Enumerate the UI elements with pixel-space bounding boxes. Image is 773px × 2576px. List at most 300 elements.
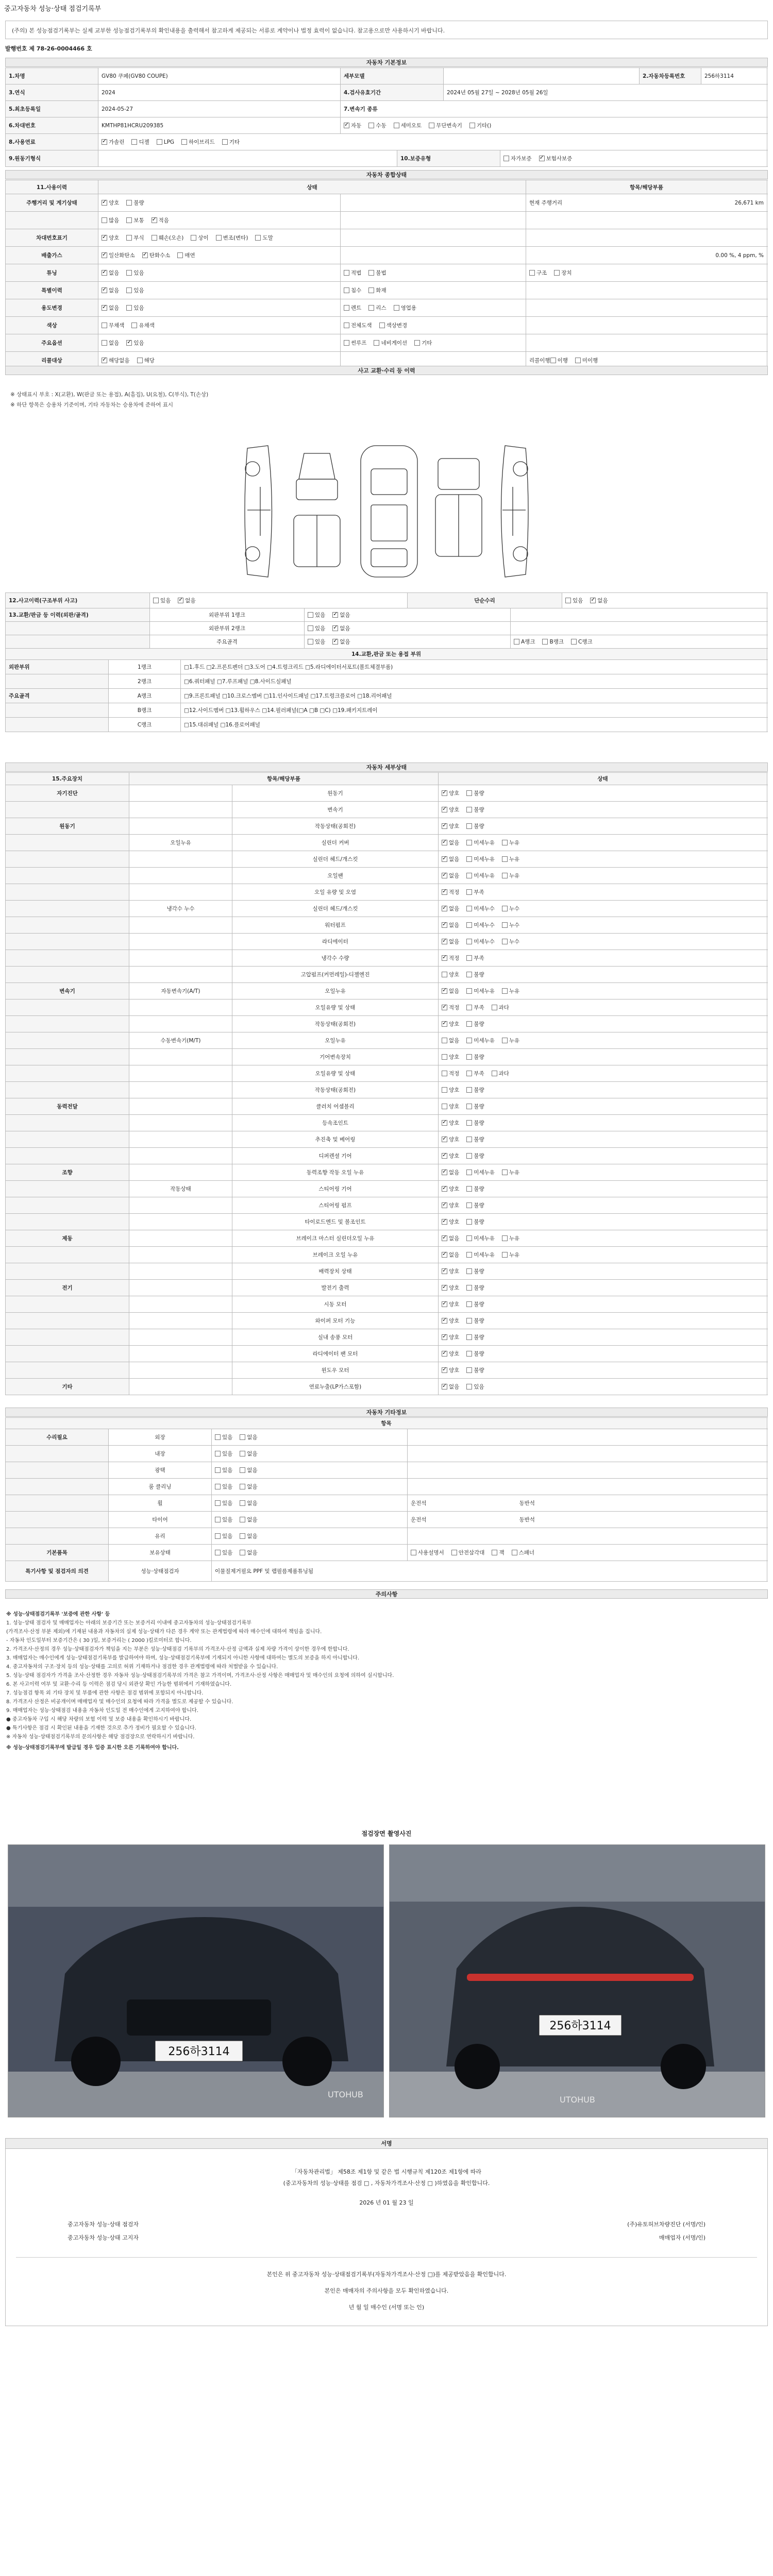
detail-option-label: 양호 <box>449 972 460 978</box>
fuel-option[interactable] <box>102 138 124 146</box>
detail-option-label: 불량 <box>474 1268 484 1275</box>
general-option[interactable] <box>414 339 432 347</box>
basic-info-table <box>5 67 768 167</box>
detail-option[interactable] <box>466 1037 495 1044</box>
general-option-label: 이행 <box>557 358 568 364</box>
general-extra-value: 26,671 km <box>734 199 764 206</box>
checkbox-icon <box>368 270 374 276</box>
detail-option[interactable] <box>466 872 495 879</box>
general-option[interactable] <box>368 304 386 312</box>
general-option[interactable] <box>344 321 372 329</box>
history-option[interactable] <box>308 611 325 619</box>
general-extra <box>526 334 767 351</box>
general-option[interactable] <box>102 251 135 259</box>
detail-option-label: 적정 <box>449 1005 460 1011</box>
general-option[interactable] <box>126 199 144 207</box>
detail-sub <box>129 785 232 801</box>
checkbox-icon <box>240 1517 245 1522</box>
general-extra <box>526 229 767 246</box>
general-option[interactable] <box>216 234 248 242</box>
detail-option[interactable] <box>466 1119 484 1127</box>
other-option[interactable] <box>215 1483 232 1490</box>
detail-item: 시동 모터 <box>232 1296 439 1312</box>
general-option[interactable] <box>379 321 408 329</box>
history-option[interactable] <box>542 638 564 646</box>
detail-option-label: 누유 <box>509 1235 520 1242</box>
general-option[interactable] <box>126 269 144 277</box>
general-option-label: 있음 <box>133 270 144 276</box>
detail-option[interactable] <box>442 1350 459 1358</box>
detail-option-label: 불량 <box>474 1186 484 1192</box>
detail-option[interactable] <box>466 1284 484 1292</box>
other-option[interactable] <box>240 1549 257 1556</box>
detail-row <box>6 934 768 950</box>
detail-group <box>6 884 129 900</box>
other-option[interactable] <box>492 1549 504 1556</box>
other-option-label: 있음 <box>222 1517 233 1523</box>
detail-option[interactable] <box>442 1185 459 1193</box>
detail-option[interactable] <box>442 1152 459 1160</box>
detail-option[interactable] <box>442 921 459 929</box>
detail-row <box>6 917 768 934</box>
checkbox-icon <box>492 1550 497 1555</box>
repair-option-label: 없음 <box>597 598 608 604</box>
parts-items: □9.프론트패널 □10.크로스멤버 □11.인사이드패널 □17.트렁크플로어 □18.리어패널 <box>181 689 767 703</box>
other-option[interactable] <box>215 1433 232 1441</box>
general-option-label: 침수 <box>351 287 362 294</box>
other-option[interactable] <box>240 1466 257 1474</box>
other-option[interactable] <box>215 1516 232 1523</box>
general-option[interactable] <box>177 251 195 259</box>
detail-option[interactable] <box>466 987 495 995</box>
history-option[interactable] <box>308 624 325 632</box>
basic-value: 2024 <box>98 84 341 100</box>
checkbox-icon <box>442 1334 447 1340</box>
detail-option[interactable] <box>466 1185 484 1193</box>
general-option[interactable] <box>344 339 366 347</box>
general-option[interactable] <box>102 286 119 294</box>
general-option[interactable] <box>102 269 119 277</box>
other-extra <box>408 1512 767 1528</box>
detail-option[interactable] <box>466 1086 484 1094</box>
general-option[interactable] <box>131 321 154 329</box>
other-option-label: 없음 <box>247 1451 258 1457</box>
detail-option[interactable] <box>442 1366 459 1374</box>
general-extra-label: 현재 주행거리 <box>529 200 563 206</box>
history-options-2 <box>511 622 767 635</box>
detail-option[interactable] <box>442 1020 459 1028</box>
detail-option[interactable] <box>466 1004 484 1011</box>
detail-row <box>6 1296 768 1313</box>
detail-option[interactable] <box>466 1234 495 1242</box>
detail-option[interactable] <box>442 1218 459 1226</box>
detail-option-label: 불량 <box>474 1285 484 1291</box>
detail-option-label: 누수 <box>509 939 520 945</box>
detail-option[interactable] <box>502 1168 519 1176</box>
detail-group: 원동기 <box>6 818 129 834</box>
general-header <box>6 180 768 194</box>
transmission-option[interactable] <box>368 122 386 129</box>
detail-option[interactable] <box>442 1267 459 1275</box>
other-extra <box>408 1545 767 1561</box>
other-option-label: 있음 <box>222 1467 233 1473</box>
detail-option[interactable] <box>492 1004 509 1011</box>
other-option[interactable] <box>215 1499 232 1507</box>
detail-row <box>6 1280 768 1296</box>
checkbox-icon <box>442 807 447 812</box>
detail-option[interactable] <box>466 1136 484 1143</box>
detail-item: 작동상태(공회전) <box>232 1082 439 1098</box>
general-option[interactable] <box>152 216 169 224</box>
parts-rank: C랭크 <box>109 718 181 732</box>
basic-label: 8.사용연료 <box>6 134 98 150</box>
opinion-label: 특기사항 및 점검자의 의견 <box>6 1561 109 1581</box>
basic-label: 5.최초등록일 <box>6 101 98 117</box>
accident-option[interactable] <box>153 597 171 604</box>
general-option[interactable] <box>529 269 547 277</box>
sign-notifier-value: 매매업자 (서명/인) <box>659 2234 705 2241</box>
general-option[interactable] <box>102 321 124 329</box>
detail-option[interactable] <box>466 1251 495 1259</box>
detail-option[interactable] <box>466 905 495 912</box>
general-option-label: 없음 <box>109 270 120 276</box>
detail-group <box>6 999 129 1015</box>
fuel-option[interactable] <box>181 138 215 146</box>
general-option-label: 일산화탄소 <box>109 252 135 259</box>
detail-option[interactable] <box>466 1267 484 1275</box>
detail-option[interactable] <box>502 872 519 879</box>
checkbox-icon <box>451 1550 457 1555</box>
detail-option[interactable] <box>466 806 484 814</box>
sign-line-4: 본인은 매매자의 주의사항을 모두 확인하였습니다. <box>324 2287 449 2294</box>
detail-option[interactable] <box>442 1383 459 1391</box>
section-other-title: 자동차 기타정보 <box>5 1408 768 1417</box>
general-option[interactable] <box>126 234 144 242</box>
general-option[interactable] <box>575 357 598 364</box>
detail-option[interactable] <box>442 1201 459 1209</box>
general-option[interactable] <box>102 304 119 312</box>
checkbox-icon <box>542 639 548 645</box>
detail-option[interactable] <box>442 938 459 945</box>
transmission-option[interactable] <box>394 122 422 129</box>
general-option[interactable] <box>344 286 361 294</box>
detail-option[interactable] <box>466 855 495 863</box>
detail-option[interactable] <box>442 1317 459 1325</box>
detail-option[interactable] <box>466 1020 484 1028</box>
detail-option[interactable] <box>466 888 484 896</box>
checkbox-icon <box>469 123 475 128</box>
basic-value: GV80 쿠페(GV80 COUPE) <box>98 68 341 84</box>
other-option[interactable] <box>215 1549 232 1556</box>
detail-sub <box>129 934 232 950</box>
detail-sub <box>129 1098 232 1114</box>
rear-brand-text: UTOHUB <box>560 2095 595 2105</box>
detail-options <box>439 967 767 982</box>
detail-option[interactable] <box>442 1053 459 1061</box>
checkbox-icon <box>374 340 379 346</box>
detail-option[interactable] <box>466 1053 484 1061</box>
general-extra <box>526 299 767 316</box>
fuel-option[interactable] <box>157 139 174 145</box>
history-options-2 <box>511 635 767 648</box>
general-row <box>6 212 768 229</box>
detail-option[interactable] <box>502 1037 519 1044</box>
other-option[interactable] <box>240 1499 257 1507</box>
general-option[interactable] <box>102 234 119 242</box>
detail-option[interactable] <box>442 1086 459 1094</box>
general-option[interactable] <box>374 339 407 347</box>
general-option[interactable] <box>344 269 361 277</box>
history-option-label: 있음 <box>315 625 326 632</box>
detail-item: 발전기 출력 <box>232 1280 439 1296</box>
other-option-label: 있음 <box>222 1500 233 1506</box>
detail-option-label: 불량 <box>474 1104 484 1110</box>
checkbox-icon <box>411 1550 416 1555</box>
detail-option-label: 없음 <box>449 840 460 846</box>
detail-option[interactable] <box>442 839 459 846</box>
general-option[interactable] <box>126 339 144 347</box>
general-extra <box>526 317 767 334</box>
detail-item: 실린더 커버 <box>232 835 439 851</box>
detail-option[interactable] <box>442 1234 459 1242</box>
checkbox-icon <box>502 1170 508 1175</box>
detail-option[interactable] <box>442 888 459 896</box>
other-option[interactable] <box>240 1516 257 1523</box>
detail-option[interactable] <box>442 971 459 978</box>
detail-option[interactable] <box>492 1070 509 1077</box>
other-option-label: 스패너 <box>518 1550 535 1556</box>
other-extra-label: 동반석 <box>519 1500 535 1506</box>
detail-option[interactable] <box>466 1383 484 1391</box>
checkbox-icon <box>344 323 349 328</box>
detail-option[interactable] <box>442 1136 459 1143</box>
general-option[interactable] <box>102 339 119 347</box>
detail-option[interactable] <box>442 1119 459 1127</box>
sign-notifier-label: 중고자동차 성능·상태 고지자 <box>68 2234 139 2241</box>
general-option[interactable] <box>102 216 119 224</box>
general-option[interactable] <box>126 216 144 224</box>
history-option[interactable] <box>332 624 350 632</box>
other-option[interactable] <box>215 1450 232 1458</box>
general-option[interactable] <box>152 234 184 242</box>
general-option-label: 있음 <box>133 340 144 346</box>
general-option-label: 화재 <box>376 287 386 294</box>
detail-option[interactable] <box>502 855 519 863</box>
general-option[interactable] <box>550 357 568 364</box>
checkbox-icon <box>512 1550 517 1555</box>
detail-option[interactable] <box>442 1251 459 1259</box>
detail-group: 제동 <box>6 1230 129 1246</box>
basic-value: 2024-05-27 <box>98 101 341 117</box>
other-option[interactable] <box>215 1466 232 1474</box>
detail-option[interactable] <box>502 839 519 846</box>
history-option[interactable] <box>514 638 535 646</box>
detail-option[interactable] <box>442 1333 459 1341</box>
detail-option[interactable] <box>442 806 459 814</box>
detail-option[interactable] <box>466 1201 484 1209</box>
repair-option[interactable] <box>565 597 583 604</box>
other-option[interactable] <box>240 1483 257 1490</box>
warranty-option[interactable] <box>539 155 573 162</box>
other-option-label: 없음 <box>247 1550 258 1556</box>
other-option[interactable] <box>411 1549 444 1556</box>
detail-option[interactable] <box>442 1004 459 1011</box>
detail-sub <box>129 1362 232 1378</box>
detail-option[interactable] <box>502 987 519 995</box>
other-option[interactable] <box>240 1450 257 1458</box>
history-option[interactable] <box>332 638 350 646</box>
detail-option[interactable] <box>466 921 495 929</box>
detail-option[interactable] <box>442 1103 459 1110</box>
other-option[interactable] <box>240 1433 257 1441</box>
detail-option[interactable] <box>502 921 519 929</box>
basic-label2: 세부모델 <box>341 68 444 84</box>
detail-option[interactable] <box>466 1152 484 1160</box>
other-option[interactable] <box>451 1549 485 1556</box>
detail-option[interactable] <box>466 1103 484 1110</box>
checkbox-icon <box>442 1021 447 1027</box>
detail-option-label: 양호 <box>449 1202 460 1209</box>
checkbox-icon <box>344 123 349 128</box>
checkbox-icon <box>181 139 187 145</box>
general-option[interactable] <box>368 269 386 277</box>
accident-option[interactable] <box>178 597 195 604</box>
general-option[interactable] <box>191 234 208 242</box>
fuel-option-label: 하이브리드 <box>189 139 215 145</box>
detail-option[interactable] <box>502 905 519 912</box>
detail-option-label: 양호 <box>449 1021 460 1027</box>
parts-group: 외판부위 <box>6 660 109 674</box>
other-option[interactable] <box>512 1549 534 1556</box>
history-option[interactable] <box>571 638 593 646</box>
general-option[interactable] <box>255 234 273 242</box>
other-key: 유리 <box>109 1528 212 1544</box>
detail-option[interactable] <box>466 1070 484 1077</box>
general-option[interactable] <box>368 286 386 294</box>
general-option[interactable] <box>394 304 416 312</box>
detail-option[interactable] <box>466 938 495 945</box>
detail-option[interactable] <box>442 1300 459 1308</box>
general-option[interactable] <box>126 286 144 294</box>
general-option-label: 렌트 <box>351 305 362 311</box>
general-option[interactable] <box>102 199 119 207</box>
other-key: 보유상태 <box>109 1545 212 1561</box>
detail-option[interactable] <box>466 1317 484 1325</box>
detail-sub <box>129 1280 232 1296</box>
detail-option[interactable] <box>466 1333 484 1341</box>
detail-group <box>6 1346 129 1362</box>
fuel-option[interactable] <box>131 138 149 146</box>
transmission-option[interactable] <box>344 122 361 129</box>
general-option-label: 무채색 <box>109 323 125 329</box>
other-options <box>212 1495 408 1511</box>
general-option[interactable] <box>344 304 361 312</box>
history-option-label: C랭크 <box>578 639 593 645</box>
transmission-option[interactable] <box>429 122 462 129</box>
rear-plate-text: 256하3114 <box>549 2020 611 2032</box>
general-option[interactable] <box>142 251 171 259</box>
other-option[interactable] <box>240 1532 257 1540</box>
detail-option[interactable] <box>442 872 459 879</box>
detail-group <box>6 967 129 982</box>
general-option-label: 썬루프 <box>351 340 367 346</box>
detail-item: 작동상태(공회전) <box>232 1016 439 1032</box>
general-option[interactable] <box>137 357 155 364</box>
detail-option-label: 미세누유 <box>474 988 495 994</box>
detail-option[interactable] <box>502 1234 519 1242</box>
detail-option[interactable] <box>466 1350 484 1358</box>
detail-option[interactable] <box>442 987 459 995</box>
detail-option[interactable] <box>466 1218 484 1226</box>
history-option[interactable] <box>308 638 325 646</box>
general-option[interactable] <box>554 269 572 277</box>
checkbox-icon <box>466 1268 472 1274</box>
general-option[interactable] <box>102 357 130 364</box>
detail-row <box>6 1082 768 1098</box>
other-option[interactable] <box>215 1532 232 1540</box>
detail-option[interactable] <box>442 1070 459 1077</box>
warranty-option[interactable] <box>503 155 532 162</box>
other-options <box>212 1512 408 1528</box>
detail-option[interactable] <box>502 938 519 945</box>
detail-option[interactable] <box>466 1300 484 1308</box>
detail-option[interactable] <box>442 1284 459 1292</box>
history-option-label: 있음 <box>315 612 326 618</box>
basic-label2: 4.검사유효기간 <box>341 84 444 100</box>
detail-option[interactable] <box>466 839 495 846</box>
fuel-option[interactable] <box>222 138 240 146</box>
detail-option[interactable] <box>442 954 459 962</box>
other-group <box>6 1512 109 1528</box>
checkbox-icon <box>240 1451 245 1456</box>
detail-option-label: 누유 <box>509 840 520 846</box>
detail-row <box>6 1197 768 1214</box>
general-option-label: 없음 <box>109 287 120 294</box>
detail-option[interactable] <box>466 954 484 962</box>
detail-option[interactable] <box>442 905 459 912</box>
history-key: 주요골격 <box>150 635 305 648</box>
signature-box <box>5 2138 768 2326</box>
detail-option-label: 미세누유 <box>474 1252 495 1258</box>
detail-option[interactable] <box>442 855 459 863</box>
checkbox-icon <box>191 235 196 241</box>
checkbox-icon <box>442 955 447 961</box>
detail-row <box>6 967 768 983</box>
general-option[interactable] <box>126 304 144 312</box>
detail-option[interactable] <box>442 1168 459 1176</box>
detail-options <box>439 1115 767 1131</box>
detail-option[interactable] <box>466 789 484 797</box>
detail-option[interactable] <box>466 971 484 978</box>
detail-option[interactable] <box>442 789 459 797</box>
detail-option[interactable] <box>442 1037 459 1044</box>
detail-option[interactable] <box>442 822 459 830</box>
detail-option[interactable] <box>466 1168 495 1176</box>
opinion-value: 이물질제거필요 PPF 및 랩필름제품튜닝됨 <box>212 1561 767 1581</box>
repair-option[interactable] <box>590 597 608 604</box>
history-option[interactable] <box>332 611 350 619</box>
checkbox-icon <box>442 1104 447 1109</box>
checkbox-icon <box>442 1054 447 1060</box>
detail-option-label: 누유 <box>509 1170 520 1176</box>
detail-group <box>6 901 129 917</box>
detail-option[interactable] <box>466 822 484 830</box>
transmission-option[interactable] <box>469 122 491 129</box>
detail-option[interactable] <box>502 1251 519 1259</box>
history-option-label: 있음 <box>315 639 326 645</box>
detail-option[interactable] <box>466 1366 484 1374</box>
other-extra <box>408 1429 767 1445</box>
